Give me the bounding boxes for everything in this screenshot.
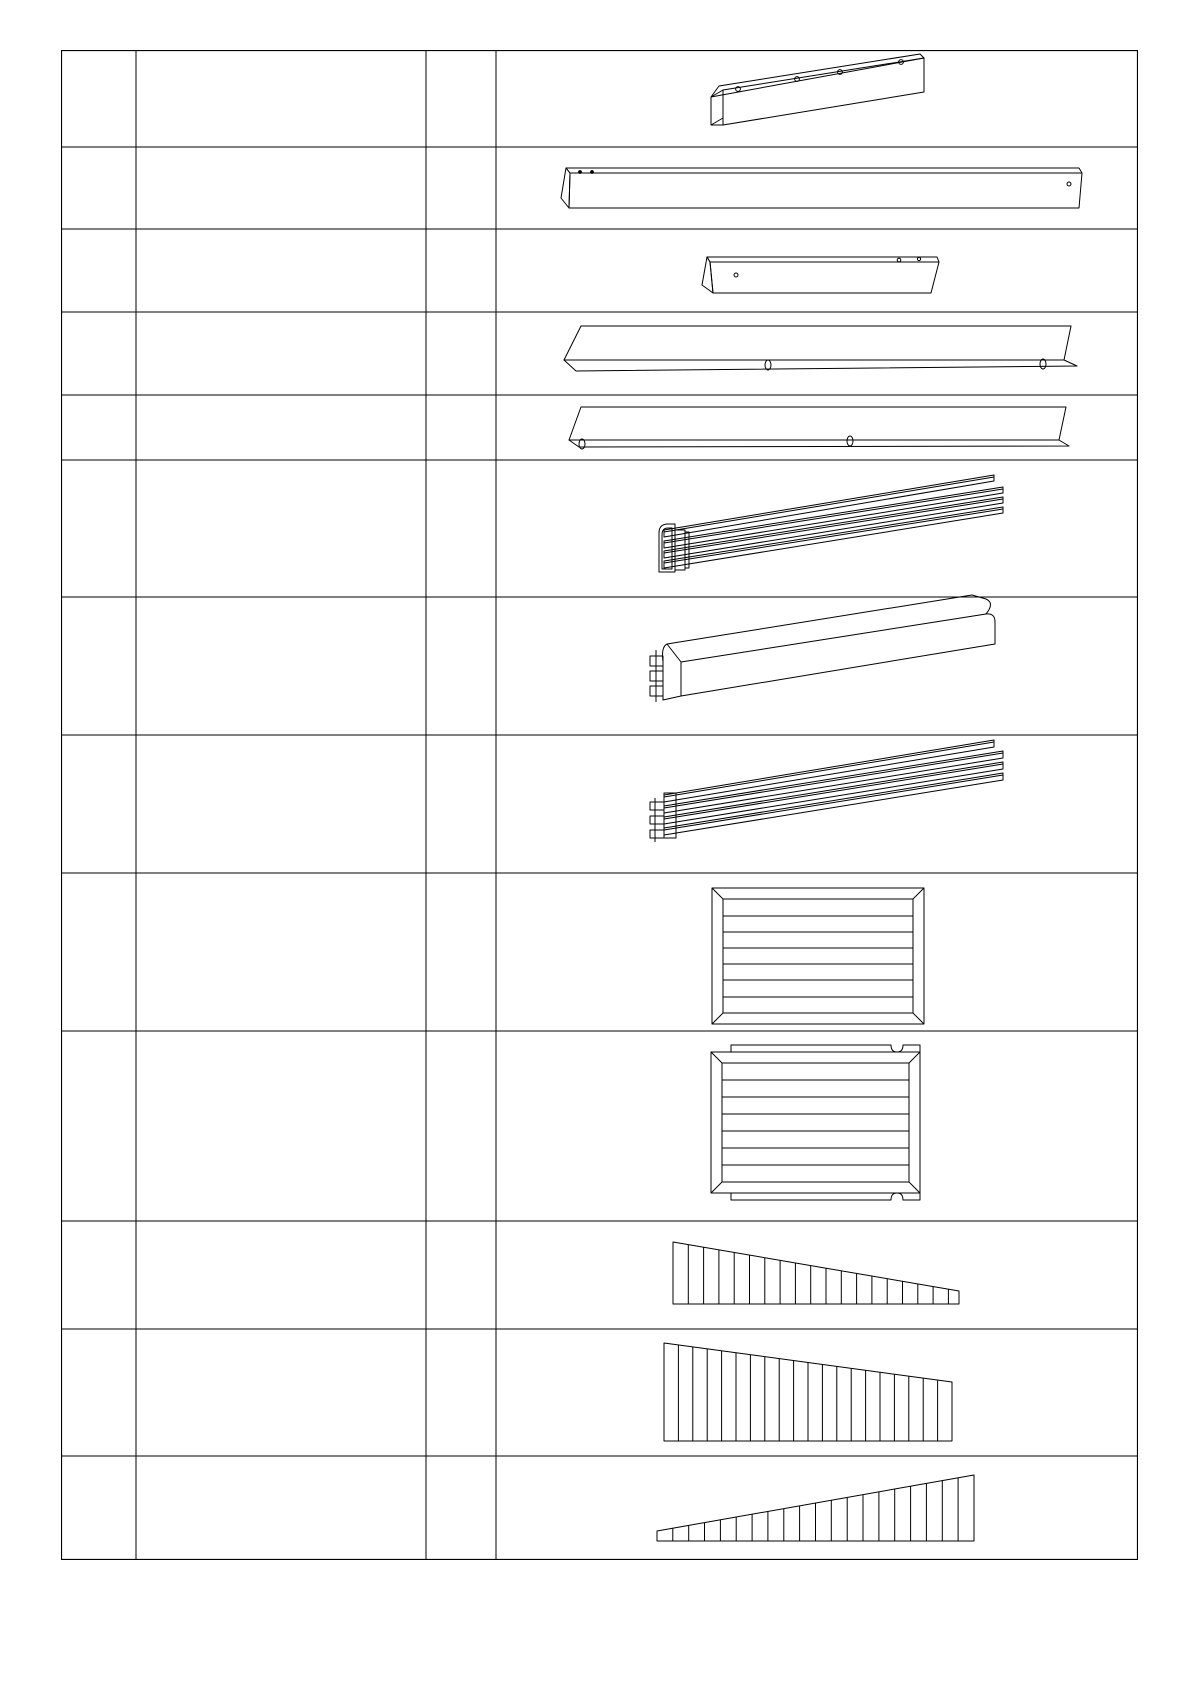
rounded-cap-rail-icon: [650, 595, 995, 702]
parts-table: [61, 50, 1138, 1560]
multi-channel-rail-icon: [659, 475, 1003, 572]
gable-panel-reversed-icon: [657, 1475, 974, 1541]
triple-channel-rail-icon: [650, 740, 1003, 842]
long-l-profile-icon: [564, 326, 1077, 371]
parts-table-grid: [61, 50, 1138, 1560]
short-angle-bar-icon: [702, 257, 939, 293]
u-channel-short-icon: [711, 54, 924, 125]
l-profile-icon: [569, 407, 1069, 449]
trapezoid-panel-icon: [664, 1343, 952, 1441]
slatted-door-panel-icon: [711, 1045, 920, 1200]
long-angle-bar-icon: [561, 168, 1082, 208]
slatted-panel-icon: [712, 888, 924, 1024]
gable-panel-tapered-icon: [673, 1242, 959, 1304]
